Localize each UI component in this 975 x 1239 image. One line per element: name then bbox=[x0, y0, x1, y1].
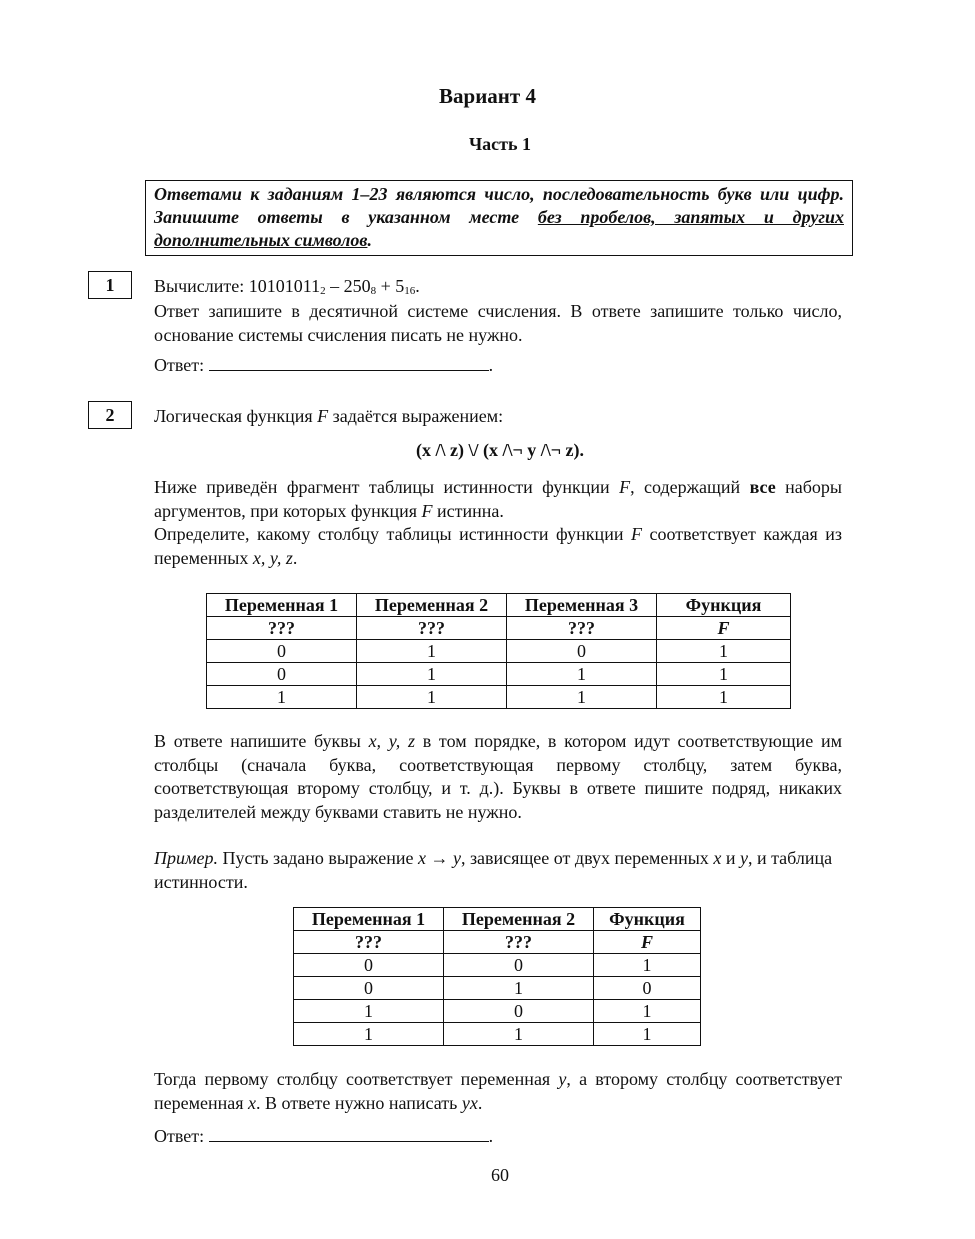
table-2-header: Функция bbox=[594, 908, 701, 931]
task-2-paragraph-2: Определите, какому столбцу таблицы истинности функции F соответствует каждая из переменных x, y, z. bbox=[154, 524, 842, 568]
task-1-expression: Вычислите: $10101011_2 - 250_8 + 5_{16}$. bbox=[154, 276, 420, 297]
instructions-underlined: без пробелов, запятых и других дополнительных символов bbox=[154, 207, 844, 250]
task-1-answer: Ответ: . bbox=[154, 355, 494, 375]
truth-table-2: Переменная 1 Переменная 2 Функция ??? ??? F 0 0 1 0 1 0 1 0 1 1 1 1 bbox=[293, 907, 701, 1046]
table-2-header: Переменная 2 bbox=[444, 908, 594, 931]
task-1-number: 1 bbox=[88, 271, 132, 299]
table-1-header: Функция bbox=[657, 594, 791, 617]
table-row: 0 1 1 1 bbox=[207, 663, 791, 686]
table-row: 1 1 1 bbox=[294, 1023, 701, 1046]
table-row: 0 1 0 bbox=[294, 977, 701, 1000]
instructions-text: Ответами к заданиям 1–23 являются число, последовательность букв или цифр. Запишите ответы в указанном месте bbox=[154, 184, 844, 227]
task-2-answer: Ответ: . bbox=[154, 1126, 494, 1146]
task-2-formula: (x /\ z) \/ (x /\¬ y /\¬ z). bbox=[416, 440, 584, 460]
page-number: 60 bbox=[491, 1165, 509, 1185]
table-1-header: Переменная 1 bbox=[207, 594, 357, 617]
table-row: 0 0 1 bbox=[294, 954, 701, 977]
task-2-example: Пример. Пусть задано выражение x → y, зависящее от двух переменных x и y, и таблица истинности. bbox=[154, 848, 833, 892]
task-1-answer-field[interactable] bbox=[209, 356, 489, 371]
table-row: 1 0 1 bbox=[294, 1000, 701, 1023]
instructions-box: Ответами к заданиям 1–23 являются число, последовательность букв или цифр. Запишите ответы в указанном месте без пробелов, запятых и других дополнительных символов. bbox=[145, 180, 853, 256]
task-2-number: 2 bbox=[88, 401, 132, 429]
task-1-text: Ответ запишите в десятичной системе счисления. В ответе запишите только число, основание системы счисления писать не нужно. bbox=[154, 301, 842, 345]
table-1-header: Переменная 3 bbox=[507, 594, 657, 617]
task-2-paragraph-3: В ответе напишите буквы x, y, z в том порядке, в котором идут соответствующие им столбцы (сначала буква, соответствующая первому столбцу, затем буква, соответствующая второму столбцу, и т. д.). Буквы в ответе пишите подряд, никаких разделителей между буквами ставить не нужно. bbox=[154, 731, 842, 822]
table-row: 0 1 0 1 bbox=[207, 640, 791, 663]
task-2-intro: Логическая функция F задаётся выражением: bbox=[154, 406, 504, 426]
task-2-answer-field[interactable] bbox=[209, 1127, 489, 1142]
task-2-paragraph-4: Тогда первому столбцу соответствует переменная y, а второму столбцу соответствует переменная x. В ответе нужно написать yx. bbox=[154, 1069, 842, 1113]
page-subtitle: Часть 1 bbox=[468, 134, 532, 154]
task-2-paragraph-1: Ниже приведён фрагмент таблицы истинности функции F, содержащий все наборы аргументов, при которых функция F истинна. bbox=[154, 477, 843, 521]
truth-table-1: Переменная 1 Переменная 2 Переменная 3 Функция ??? ??? ??? F 0 1 0 1 0 1 1 1 1 1 1 1 bbox=[206, 593, 791, 709]
page-title: Вариант 4 bbox=[439, 84, 536, 108]
table-2-header: Переменная 1 bbox=[294, 908, 444, 931]
table-1-header: Переменная 2 bbox=[357, 594, 507, 617]
table-row: 1 1 1 1 bbox=[207, 686, 791, 709]
